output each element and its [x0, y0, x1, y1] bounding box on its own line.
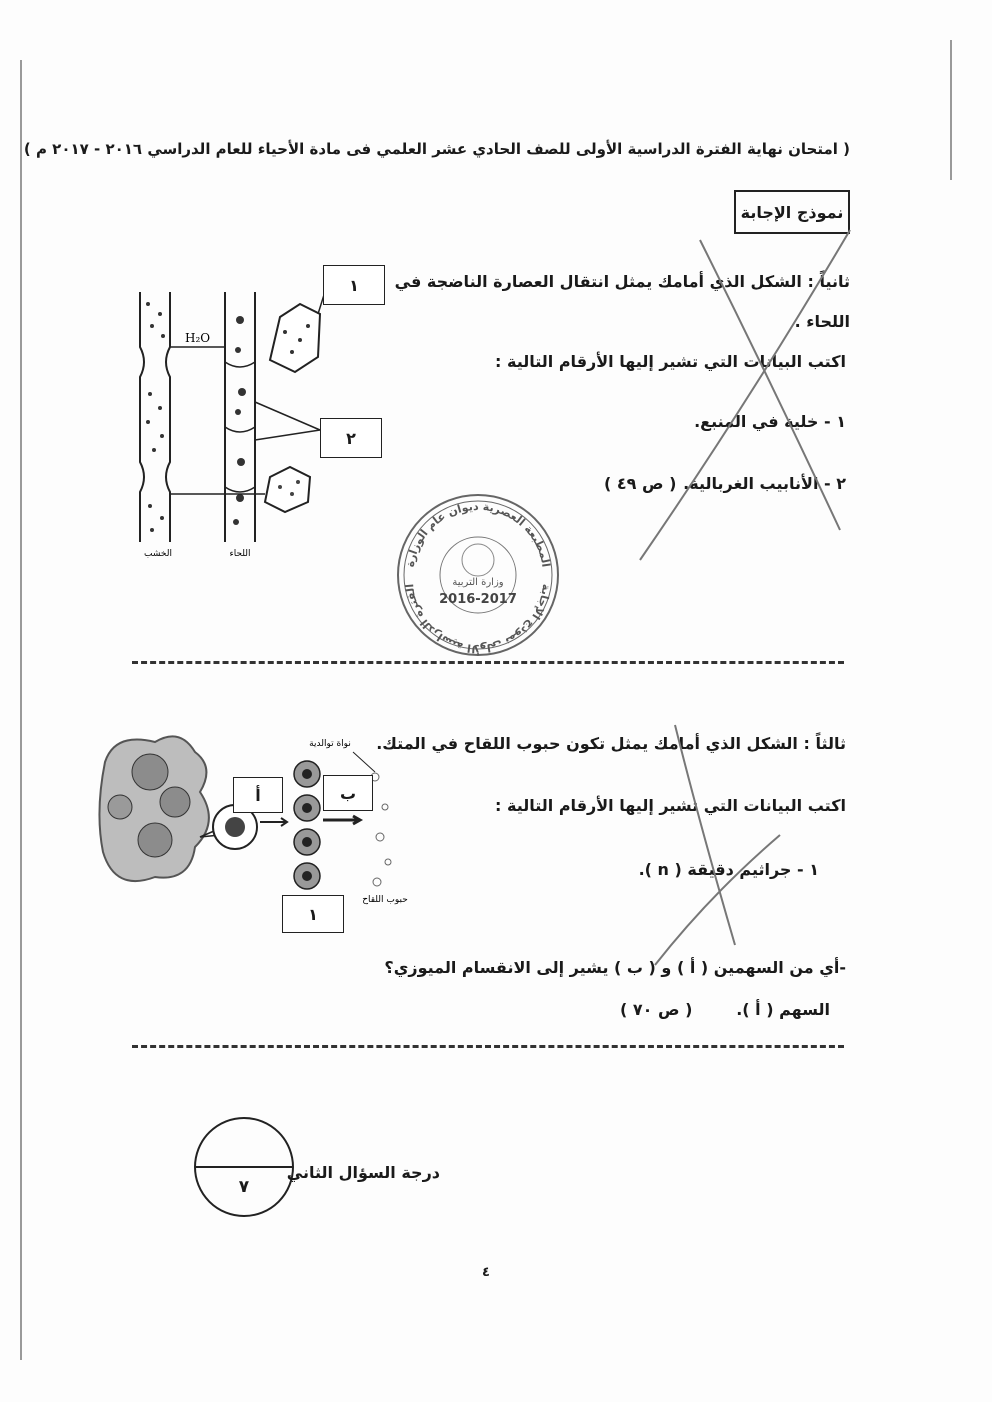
- q2-line1: ثانياً : الشكل الذي أمامك يمثل انتقال العصارة الناضجة في: [394, 272, 850, 291]
- phloem-label: اللحاء: [229, 549, 251, 559]
- section-separator-2: [132, 1045, 844, 1048]
- pollen-grains: [371, 773, 391, 886]
- q3-answer2: السهم ( أ ).: [736, 1000, 830, 1019]
- q3-cross-mark: [630, 715, 790, 975]
- xylem-label: الخشب: [144, 549, 172, 559]
- xylem-tube: [140, 292, 170, 542]
- pollen-grains-label: حبوب اللقاح: [362, 895, 408, 905]
- left-margin-line: [20, 60, 22, 1360]
- phloem-figure: [130, 262, 390, 562]
- page-number: ٤: [482, 1265, 490, 1280]
- source-cell: [270, 304, 320, 372]
- anther-section: [99, 736, 208, 881]
- seal-year: 2016-2017: [439, 592, 517, 607]
- seal-bottom-text: الفترة الدراسية الأولى نموذج الإجابة: [403, 583, 553, 656]
- phloem-tube: [225, 292, 255, 542]
- official-seal: [393, 490, 563, 660]
- pollen-label-box-a: أ: [233, 777, 283, 813]
- score-divider: [196, 1166, 292, 1168]
- q3-line1: ثالثاً : الشكل الذي أمامك يمثل تكون حبوب اللقاح في المتك.: [376, 734, 846, 753]
- seal-center-text: وزارة التربية: [452, 577, 504, 588]
- answer-model-label: نموذج الإجابة: [740, 202, 844, 222]
- q2-instruction: اكتب البيانات التي تشير إليها الأرقام التالية :: [495, 352, 846, 371]
- q2-page-ref: ( ص ٤٩ ): [604, 474, 677, 493]
- exam-header: ( امتحان نهاية الفترة الدراسية الأولى للصف الحادي عشر العلمي فى مادة الأحياء للعام الدراسي ٢٠١٦ - ٢٠١٧ م ): [23, 140, 850, 158]
- score-label: درجة السؤال الثاني: [286, 1163, 440, 1182]
- nucleus-label: نواة توالدية: [309, 739, 351, 749]
- q2-answer1: ١ - خلية في المنبع.: [694, 412, 846, 431]
- anther-diagram: [95, 722, 425, 942]
- score-circle: [194, 1117, 294, 1217]
- right-margin-line: [950, 40, 952, 180]
- tetrad-cells: [294, 761, 320, 889]
- phloem-label-box-1: ١: [323, 265, 385, 305]
- q3-instruction: اكتب البيانات التي تشير إليها الأرقام التالية :: [495, 796, 846, 815]
- q2-cross-mark: [630, 200, 870, 580]
- score-value: ٧: [238, 1177, 250, 1197]
- q2-answer2: ٢ - الأنابيب الغربالية.: [683, 474, 846, 493]
- pollen-figure: [95, 722, 425, 942]
- q2-line2: اللحاء .: [794, 312, 850, 331]
- water-label: H₂O: [185, 331, 211, 345]
- q3-answer1: ١ - جراثيم دقيقة ( n ).: [638, 860, 819, 879]
- sink-cell: [265, 467, 310, 512]
- seal-emblem-icon: [462, 544, 494, 576]
- phloem-label-box-2: ٢: [320, 418, 382, 458]
- phloem-diagram: [130, 262, 390, 562]
- q3-page-ref: ( ص ٧٠ ): [620, 1000, 693, 1019]
- q3-question: -أي من السهمين ( أ ) و ( ب ) يشير إلى الانقسام الميوزي؟: [384, 958, 846, 977]
- pollen-label-box-1: ١: [282, 895, 344, 933]
- pollen-label-box-b: ب: [323, 775, 373, 811]
- section-separator-1: [132, 661, 844, 664]
- seal-top-text: المطبعة العصرية ديوان عام الوزارة: [403, 499, 553, 568]
